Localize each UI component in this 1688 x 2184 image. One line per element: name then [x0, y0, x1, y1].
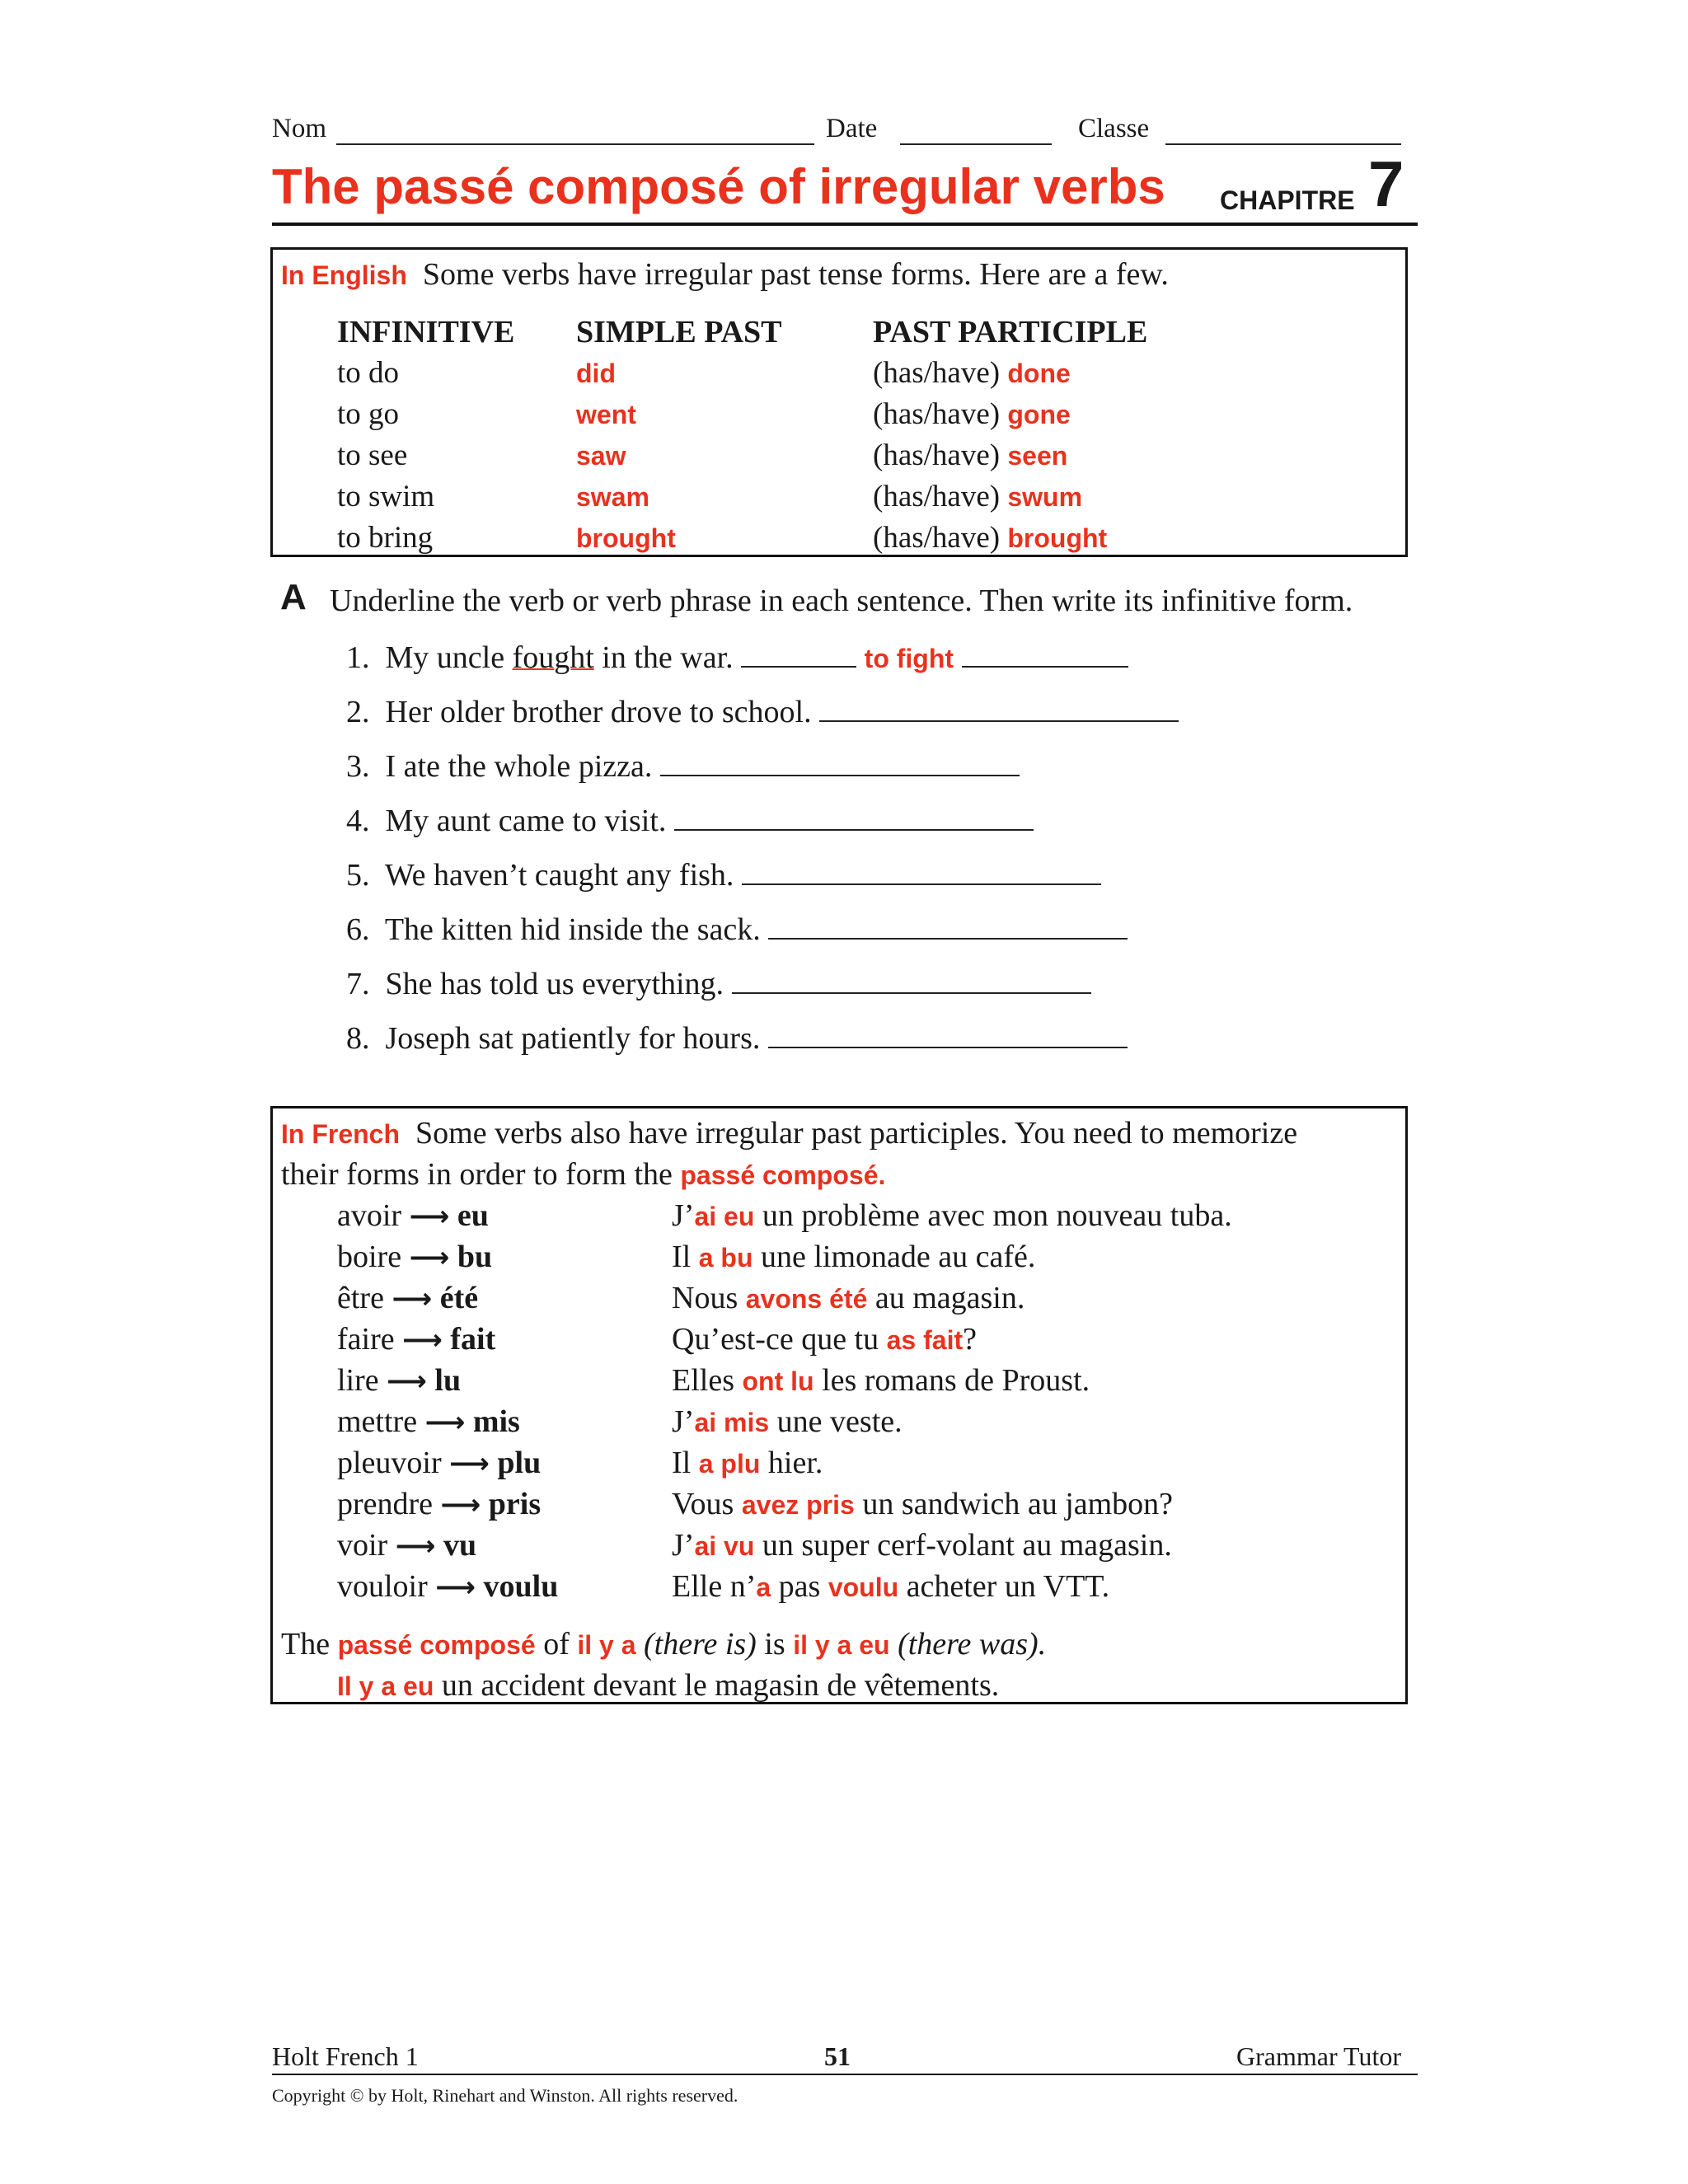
question-text: Her older brother drove to school.: [385, 695, 812, 729]
verb-participle: plu: [497, 1446, 542, 1480]
participle-word: gone: [1007, 400, 1071, 429]
verb-infinitive: avoir: [337, 1198, 402, 1233]
answer-field[interactable]: [819, 696, 1179, 722]
has-have: (has/have): [873, 397, 1001, 431]
question-text: She has told us everything.: [385, 967, 724, 1001]
example-text: un accident devant le magasin de vêtements.: [441, 1668, 1000, 1703]
verb-infinitive: pleuvoir: [337, 1446, 442, 1480]
example-verb: avons été: [745, 1284, 868, 1314]
question-number: 3.: [346, 749, 370, 784]
verb-infinitive: prendre: [337, 1487, 434, 1521]
example-text: Il: [672, 1446, 699, 1480]
example-verb: ont lu: [742, 1366, 814, 1396]
question-text: in the war.: [602, 640, 734, 675]
french-intro-line2: [281, 1156, 885, 1193]
verb-participle: eu: [457, 1198, 489, 1233]
example-verb: ai mis: [694, 1408, 770, 1437]
verb-participle: bu: [457, 1240, 493, 1274]
question-1: [346, 640, 1128, 676]
verb-infinitive: faire: [337, 1322, 395, 1357]
question-2: [346, 694, 1179, 730]
page-number: 51: [824, 2041, 851, 2071]
example-verb: a bu: [698, 1243, 753, 1272]
question-3: [346, 748, 1020, 785]
verb-pair: [337, 1362, 461, 1399]
arrow-icon: ⟶: [392, 1282, 433, 1315]
example-text: J’: [672, 1198, 695, 1233]
question-number: 1.: [346, 640, 370, 675]
verb-participle: pris: [488, 1487, 542, 1521]
answer-field[interactable]: [732, 968, 1091, 994]
arrow-icon: ⟶: [424, 1406, 466, 1439]
verb-infinitive: mettre: [337, 1404, 418, 1439]
example-sentence: [672, 1321, 977, 1357]
example-text: un super cerf-volant au magasin.: [754, 1528, 1172, 1563]
note-text: The: [281, 1627, 331, 1661]
verb-pair: [337, 1404, 520, 1440]
chapter-label: CHAPITRE: [1220, 185, 1355, 215]
chapter-number: 7: [1368, 148, 1404, 220]
classe-label: Classe: [1078, 114, 1150, 143]
row-participle: [873, 438, 1067, 473]
row-simple-past: went: [576, 400, 636, 429]
answer-field[interactable]: [660, 750, 1020, 776]
il-y-a-note: [281, 1626, 1046, 1662]
question-text: Joseph sat patiently for hours.: [385, 1021, 761, 1056]
arrow-icon: ⟶: [409, 1200, 450, 1233]
answer-field[interactable]: [674, 804, 1034, 831]
copyright: Copyright © by Holt, Rinehart and Winston. All rights reserved.: [272, 2085, 738, 2106]
verb-infinitive: voir: [337, 1528, 388, 1563]
verb-pair: [337, 1280, 478, 1316]
french-intro-line1: [281, 1115, 1297, 1151]
question-number: 8.: [346, 1021, 370, 1056]
arrow-icon: ⟶: [409, 1241, 450, 1274]
example-text: J’: [672, 1404, 695, 1439]
question-text: The kitten hid inside the sack.: [384, 912, 761, 947]
passe-compose-term: passé composé.: [680, 1160, 886, 1190]
verb-pair: [337, 1486, 541, 1522]
note-text: is: [764, 1627, 785, 1661]
row-simple-past: saw: [576, 441, 626, 471]
question-5: [346, 857, 1101, 893]
verb-infinitive: boire: [337, 1240, 402, 1274]
row-infinitive: to swim: [337, 480, 435, 513]
question-6: [346, 912, 1128, 948]
verb-pair: [337, 1321, 495, 1357]
footer-series: Grammar Tutor: [1236, 2041, 1401, 2071]
row-simple-past: did: [576, 359, 616, 388]
example-term: Il y a eu: [337, 1671, 434, 1701]
verb-infinitive: vouloir: [337, 1569, 428, 1604]
french-box: [270, 1106, 1408, 1704]
row-infinitive: to bring: [337, 521, 434, 555]
example-verb: ai eu: [694, 1202, 755, 1231]
english-box: [270, 247, 1408, 557]
arrow-icon: ⟶: [440, 1488, 481, 1521]
answer-field[interactable]: [768, 913, 1128, 940]
example-text: Elles: [672, 1363, 743, 1398]
row-simple-past: brought: [576, 523, 676, 553]
page-title: The passé composé of irregular verbs: [272, 159, 1165, 214]
answer-field[interactable]: [742, 859, 1101, 885]
row-participle: [873, 479, 1082, 514]
verb-pair: [337, 1239, 492, 1275]
nom-label: Nom: [272, 114, 326, 143]
section-instruction: Underline the verb or verb phrase in each sentence. Then write its infinitive form.: [330, 583, 1353, 618]
row-simple-past: swam: [576, 482, 649, 512]
example-sentence: [672, 1362, 1090, 1399]
verb-pair: [337, 1445, 541, 1481]
student-info-row: [272, 114, 1409, 150]
example-verb: avez pris: [741, 1490, 855, 1520]
example-text: un problème avec mon nouveau tuba.: [754, 1198, 1232, 1233]
date-line[interactable]: [900, 143, 1052, 145]
arrow-icon: ⟶: [449, 1447, 490, 1480]
row-infinitive: to do: [337, 356, 400, 390]
participle-word: done: [1007, 359, 1071, 388]
answer-field[interactable]: [768, 1022, 1128, 1048]
answer-text: to fight: [864, 644, 954, 673]
question-7: [346, 966, 1091, 1002]
il-y-a-example: [337, 1667, 999, 1704]
note-gloss: (there was).: [898, 1627, 1047, 1661]
example-verb: a plu: [698, 1449, 761, 1479]
example-text: acheter un VTT.: [898, 1569, 1110, 1604]
arrow-icon: ⟶: [435, 1571, 476, 1604]
arrow-icon: ⟶: [402, 1324, 443, 1357]
example-text: hier.: [760, 1446, 823, 1480]
answer-field[interactable]: [741, 640, 1128, 675]
question-8: [346, 1020, 1128, 1057]
arrow-icon: ⟶: [395, 1530, 436, 1563]
section-letter: A: [280, 577, 307, 617]
verb-pair: [337, 1197, 489, 1234]
row-participle: [873, 355, 1071, 391]
example-verb: voulu: [828, 1572, 899, 1602]
arrow-icon: ⟶: [387, 1365, 427, 1398]
verb-participle: lu: [434, 1363, 462, 1398]
example-text: Il: [672, 1240, 699, 1274]
english-intro: [281, 256, 1169, 293]
example-sentence: [672, 1445, 823, 1481]
note-term: il y a: [577, 1630, 636, 1660]
question-text: We haven’t caught any fish.: [384, 858, 734, 893]
row-infinitive: to see: [337, 438, 408, 472]
verb-infinitive: lire: [337, 1363, 379, 1398]
has-have: (has/have): [873, 480, 1001, 513]
footer-book: Holt French 1: [272, 2041, 419, 2071]
english-intro-text: Some verbs have irregular past tense forms. Here are a few.: [422, 257, 1169, 292]
participle-word: brought: [1007, 523, 1108, 553]
note-term: passé composé: [337, 1630, 536, 1660]
example-text: Qu’est-ce que tu: [672, 1322, 887, 1357]
example-sentence: [672, 1197, 1232, 1234]
has-have: (has/have): [873, 356, 1001, 390]
example-text: Elle n’: [672, 1569, 757, 1604]
verb-infinitive: être: [337, 1281, 384, 1315]
example-verb: ai vu: [694, 1531, 755, 1561]
example-text: ?: [963, 1322, 977, 1357]
verb-pair: [337, 1568, 558, 1605]
example-sentence: [672, 1486, 1173, 1522]
question-4: [346, 803, 1034, 839]
example-verb: as fait: [886, 1325, 964, 1355]
verb-participle: mis: [472, 1404, 520, 1439]
verb-participle: fait: [450, 1322, 496, 1357]
example-text: au magasin.: [867, 1281, 1025, 1315]
answer-line: [741, 641, 856, 668]
example-text: un sandwich au jambon?: [854, 1487, 1174, 1521]
question-number: 4.: [346, 804, 370, 838]
header-past-participle: PAST PARTICIPLE: [873, 315, 1148, 349]
has-have: (has/have): [873, 438, 1001, 472]
example-text: pas: [771, 1569, 828, 1604]
verb-participle: vu: [443, 1528, 477, 1563]
example-sentence: [672, 1568, 1109, 1605]
question-text: My uncle: [385, 640, 505, 675]
french-intro-text: Some verbs also have irregular past participles. You need to memorize: [415, 1116, 1298, 1151]
underlined-verb: fought: [512, 640, 594, 675]
example-text: J’: [672, 1528, 695, 1563]
verb-pair: [337, 1527, 476, 1563]
example-text: une limonade au café.: [753, 1240, 1036, 1274]
header-infinitive: INFINITIVE: [337, 315, 515, 349]
verb-participle: voulu: [483, 1569, 559, 1604]
example-text: les romans de Proust.: [814, 1363, 1090, 1398]
in-french-label: In French: [281, 1119, 401, 1149]
example-text: Vous: [672, 1487, 742, 1521]
question-text: I ate the whole pizza.: [385, 749, 653, 784]
in-english-label: In English: [281, 260, 407, 290]
row-participle: [873, 396, 1071, 432]
note-text: of: [543, 1627, 570, 1661]
example-sentence: [672, 1404, 903, 1440]
example-sentence: [672, 1527, 1172, 1563]
note-term: il y a eu: [793, 1630, 890, 1660]
french-intro-text: their forms in order to form the: [281, 1157, 673, 1192]
question-number: 7.: [346, 967, 370, 1001]
classe-line[interactable]: [1165, 143, 1401, 145]
date-label: Date: [826, 114, 878, 143]
question-number: 2.: [346, 695, 370, 729]
footer-rule: [272, 2074, 1418, 2075]
title-rule: [272, 223, 1418, 226]
has-have: (has/have): [873, 521, 1001, 555]
example-verb: a: [756, 1572, 771, 1602]
verb-participle: été: [439, 1281, 479, 1315]
nom-line[interactable]: [336, 143, 814, 145]
example-sentence: [672, 1280, 1025, 1316]
example-sentence: [672, 1239, 1035, 1275]
question-number: 5.: [346, 858, 370, 893]
header-simple-past: SIMPLE PAST: [576, 315, 782, 349]
example-text: une veste.: [769, 1404, 903, 1439]
question-text: My aunt came to visit.: [385, 804, 667, 838]
participle-word: seen: [1007, 441, 1068, 471]
example-text: Nous: [672, 1281, 746, 1315]
participle-word: swum: [1007, 482, 1083, 512]
answer-line: [962, 641, 1128, 668]
row-infinitive: to go: [337, 397, 400, 431]
question-number: 6.: [346, 912, 370, 947]
note-gloss: (there is): [644, 1627, 757, 1661]
row-participle: [873, 520, 1107, 555]
